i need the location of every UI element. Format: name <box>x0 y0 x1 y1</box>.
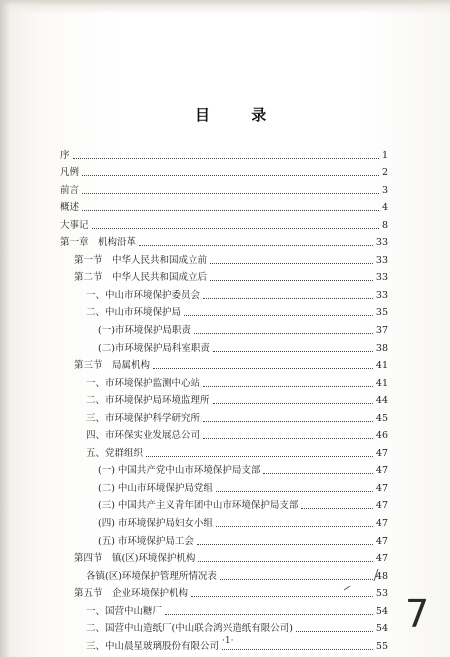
toc-entry-page: 4 <box>381 202 388 214</box>
toc-entry-page: 47 <box>375 465 388 477</box>
toc-leader-dots <box>194 333 373 334</box>
toc-entry <box>60 548 388 566</box>
toc-leader-dots <box>73 158 379 159</box>
toc-leader-dots <box>165 614 373 615</box>
toc-entry <box>60 144 388 162</box>
toc-entry-page: 33 <box>375 237 388 249</box>
toc-entry-label: 前言 <box>60 184 80 196</box>
toc-entry <box>60 372 388 390</box>
toc-entry <box>60 355 388 373</box>
toc-entry-label: 第一节 中华人民共和国成立前 <box>74 254 208 266</box>
toc-entry-label: 三、中山晨星玻璃股份有限公司 <box>86 640 220 652</box>
toc-leader-dots <box>198 561 372 562</box>
toc-entry-label: 一、市环境保护监测中心站 <box>86 377 201 389</box>
toc-entry-page: 53 <box>375 588 388 600</box>
toc-entry <box>60 460 388 478</box>
toc-entry <box>60 390 388 408</box>
toc-entry-label: 二、国营中山造纸厂(中山联合鸿兴造纸有限公司) <box>86 623 293 635</box>
toc-entry-page: 47 <box>375 447 388 459</box>
toc-entry <box>60 284 388 302</box>
toc-entry-page: 48 <box>375 570 388 582</box>
toc-entry-page: 47 <box>375 482 388 494</box>
toc-leader-dots <box>82 193 379 194</box>
toc-leader-dots <box>197 544 373 545</box>
toc-leader-dots <box>82 175 379 176</box>
toc-entry-label: 第一章 机构沿革 <box>60 237 137 249</box>
toc-entry-page: 8 <box>381 219 388 231</box>
toc-entry <box>60 618 388 636</box>
toc-entry <box>60 267 388 285</box>
toc-entry-label: 大事记 <box>60 219 89 231</box>
toc-entry <box>60 232 388 250</box>
toc-entry-label: (一)市环境保护局职责 <box>98 325 191 337</box>
toc-entry <box>60 583 388 601</box>
toc-entry-label: (一) 中国共产党中山市环境保护局支部 <box>98 465 261 477</box>
toc-leader-dots <box>139 245 373 246</box>
toc-entry-page: 47 <box>375 518 388 530</box>
toc-entry-label: 二、中山市环境保护局 <box>86 307 182 319</box>
toc-leader-dots <box>191 596 373 597</box>
toc-entry-page: 1 <box>381 149 388 161</box>
toc-entry <box>60 407 388 425</box>
toc-entry-label: 一、中山市环境保护委员会 <box>86 289 201 301</box>
toc-entry <box>60 477 388 495</box>
toc-entry-page: 55 <box>375 640 388 652</box>
toc-entry-page: 37 <box>375 325 388 337</box>
toc-leader-dots <box>216 491 373 492</box>
toc-entry-page: 44 <box>375 395 388 407</box>
toc-leader-dots <box>210 280 373 281</box>
toc-leader-dots <box>153 368 373 369</box>
page-number: ·1· <box>222 636 234 646</box>
toc-entry-page: 46 <box>375 430 388 442</box>
toc-entry-label: (四) 市环境保护局妇女小组 <box>98 518 213 530</box>
toc-entry-page: 3 <box>381 184 388 196</box>
toc-entry-label: 序 <box>60 149 70 161</box>
toc-entry-label: 第五节 企业环境保护机构 <box>74 588 189 600</box>
toc-entry-page: 38 <box>375 342 388 354</box>
toc-entry-label: 二、市环境保护局环境监理所 <box>86 395 210 407</box>
toc-entry-page: 33 <box>375 254 388 266</box>
toc-entry-page: 2 <box>381 167 388 179</box>
toc-entry-label: (五) 市环境保护局工会 <box>98 535 194 547</box>
toc-leader-dots <box>92 228 379 229</box>
toc-leader-dots <box>82 210 379 211</box>
toc-leader-dots <box>213 403 373 404</box>
toc-entry <box>60 425 388 443</box>
toc-entry-page: 54 <box>375 623 388 635</box>
toc-entry-label: (三) 中国共产主义青年团中山市环境保护局支部 <box>98 500 299 512</box>
toc-leader-dots <box>210 263 373 264</box>
toc-entry-label: 三、市环境保护科学研究所 <box>86 412 201 424</box>
toc-leader-dots <box>213 351 373 352</box>
toc-entry-label: 五、党群组织 <box>86 447 144 459</box>
toc-entry-page: 41 <box>375 360 388 372</box>
toc-entry <box>60 512 388 530</box>
toc-entry-label: (二) 中山市环境保护局党组 <box>98 482 213 494</box>
scan-edge-left <box>0 0 10 657</box>
stray-mark <box>373 568 379 582</box>
toc-entry-page: 41 <box>375 377 388 389</box>
toc-entry <box>60 302 388 320</box>
toc-leader-dots <box>203 438 373 439</box>
toc-entry <box>60 442 388 460</box>
toc-entry <box>60 214 388 232</box>
toc-entry <box>60 179 388 197</box>
table-of-contents <box>60 144 388 653</box>
toc-entry-label: 第二节 中华人民共和国成立后 <box>74 272 208 284</box>
toc-entry <box>60 600 388 618</box>
toc-entry-page: 47 <box>375 500 388 512</box>
toc-leader-dots <box>222 649 373 650</box>
handwritten-mark: 7 <box>405 592 430 636</box>
toc-entry-page: 47 <box>375 553 388 565</box>
toc-entry-label: (二)市环境保护局科室职责 <box>98 342 210 354</box>
toc-entry-label: 凡例 <box>60 167 80 179</box>
toc-entry-label: 四、市环保实业发展总公司 <box>86 430 201 442</box>
page-title: 目 录 <box>195 106 285 124</box>
stray-mark <box>343 584 351 592</box>
toc-leader-dots <box>296 631 373 632</box>
toc-leader-dots <box>203 421 373 422</box>
toc-leader-dots <box>203 386 373 387</box>
toc-entry <box>60 319 388 337</box>
toc-entry-page: 47 <box>375 535 388 547</box>
toc-entry-page: 45 <box>375 412 388 424</box>
toc-leader-dots <box>216 526 373 527</box>
toc-leader-dots <box>184 315 373 316</box>
toc-entry-page: 33 <box>375 272 388 284</box>
scan-edge-top <box>0 0 450 14</box>
toc-leader-dots <box>263 473 372 474</box>
toc-entry <box>60 197 388 215</box>
toc-leader-dots <box>203 298 373 299</box>
toc-entry-label: 一、国营中山糖厂 <box>86 605 163 617</box>
toc-entry <box>60 530 388 548</box>
toc-entry-page: 54 <box>375 605 388 617</box>
toc-entry-label: 第三节 局属机构 <box>74 360 151 372</box>
toc-entry <box>60 495 388 513</box>
toc-entry-page: 35 <box>375 307 388 319</box>
toc-entry-label: 各镇(区)环境保护管理所情况表 <box>86 570 217 582</box>
toc-leader-dots <box>220 579 373 580</box>
toc-entry <box>60 565 388 583</box>
toc-entry-label: 第四节 镇(区)环境保护机构 <box>74 553 196 565</box>
toc-entry <box>60 337 388 355</box>
toc-entry <box>60 162 388 180</box>
toc-leader-dots <box>146 456 373 457</box>
toc-entry-label: 概述 <box>60 202 80 214</box>
toc-entry <box>60 249 388 267</box>
toc-entry-page: 33 <box>375 289 388 301</box>
toc-leader-dots <box>301 508 372 509</box>
